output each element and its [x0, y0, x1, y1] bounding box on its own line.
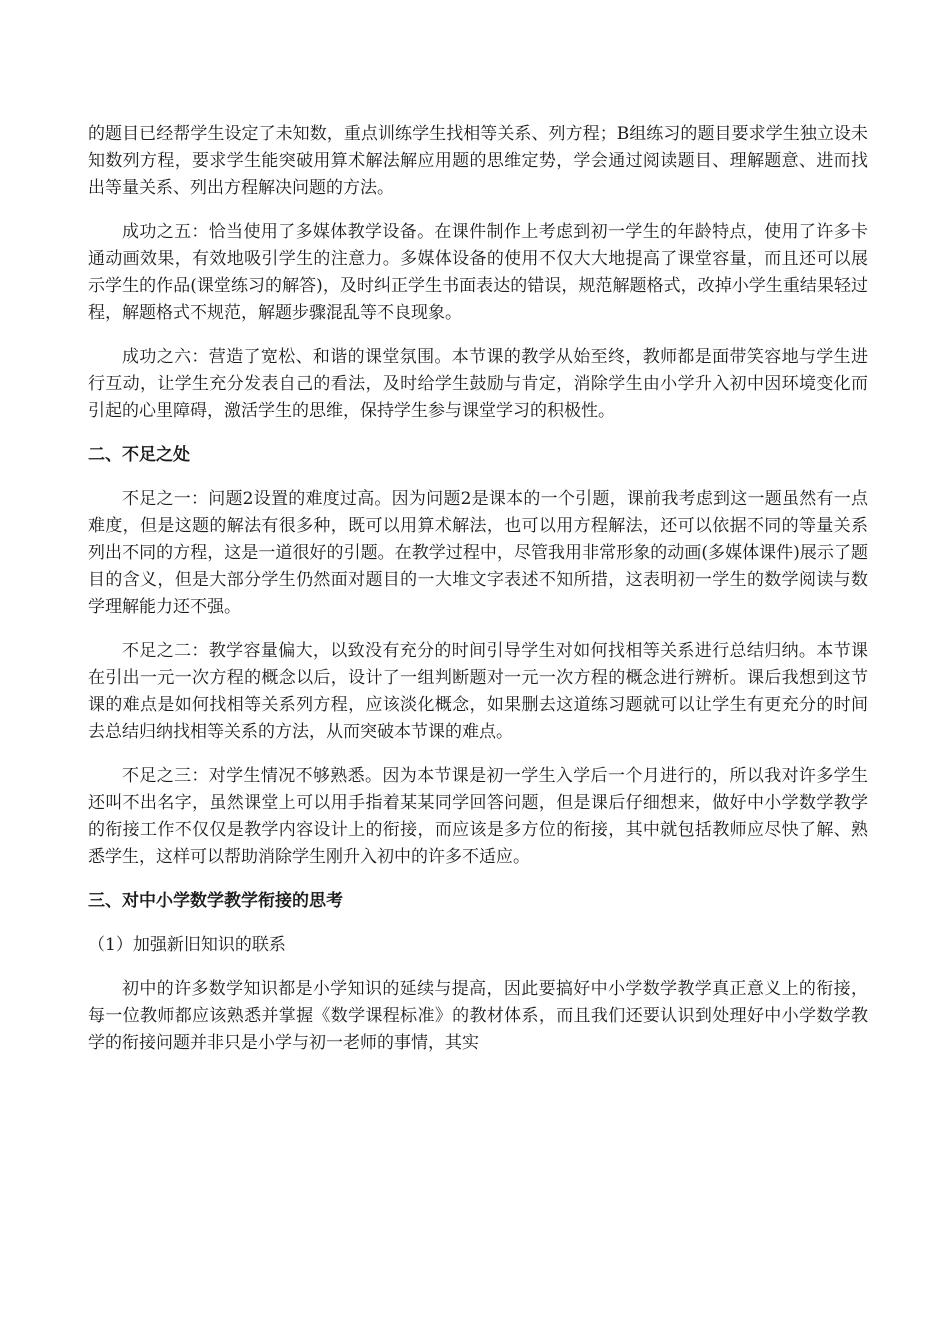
paragraph-success-6: 成功之六：营造了宽松、和谐的课堂氛围。本节课的教学从始至终，教师都是面带笑容地与学生进行互动，让学生充分发表自己的看法，及时给学生鼓励与肯定，消除学生由小学升入初中因环境变化而引起的心里障碍，激活学生的思维，保持学生参与课堂学习的积极性。	[88, 347, 868, 421]
section-heading-shortcomings: 二、不足之处	[88, 445, 190, 465]
subheading-knowledge-link: （1）加强新旧知识的联系	[88, 935, 286, 955]
paragraph-success-5: 成功之五：恰当使用了多媒体教学设备。在课件制作上考虑到初一学生的年龄特点，使用了许多卡通动画效果，有效地吸引学生的注意力。多媒体设备的使用不仅大大地提高了课堂容量，而且还可以展示学生的作品(课堂练习的解答)，及时纠正学生书面表达的错误，规范解题格式，改掉小学生重结果轻过程，解题格式不规范，解题步骤混乱等不良现象。	[88, 222, 868, 323]
paragraph-intro: 的题目已经帮学生设定了未知数，重点训练学生找相等关系、列方程；B组练习的题目要求学生独立设未知数列方程，要求学生能突破用算术解法解应用题的思维定势，学会通过阅读题目、理解题意、进而找出等量关系、列出方程解决问题的方法。	[88, 124, 868, 198]
document-page	[88, 121, 868, 1057]
paragraph-shortcoming-2: 不足之二：教学容量偏大，以致没有充分的时间引导学生对如何找相等关系进行总结归纳。本节课在引出一元一次方程的概念以后，设计了一组判断题对一元一次方程的概念进行辨析。课后我想到这节课的难点是如何找相等关系列方程，应该淡化概念，如果删去这道练习题就可以让学生有更充分的时间去总结归纳找相等关系的方法，从而突破本节课的难点。	[88, 641, 868, 742]
paragraph-final: 初中的许多数学知识都是小学知识的延续与提高，因此要搞好中小学数学教学真正意义上的衔接，每一位教师都应该熟悉并掌握《数学课程标准》的教材体系，而且我们还要认识到处理好中小学数学教学的衔接问题并非只是小学与初一老师的事情，其实	[88, 979, 868, 1053]
paragraph-shortcoming-3: 不足之三：对学生情况不够熟悉。因为本节课是初一学生入学后一个月进行的，所以我对许多学生还叫不出名字，虽然课堂上可以用手指着某某同学回答问题，但是课后仔细想来，做好中小学数学教学的衔接工作不仅仅是教学内容设计上的衔接，而应该是多方位的衔接，其中就包括教师应尽快了解、熟悉学生，这样可以帮助消除学生刚升入初中的许多不适应。	[88, 766, 868, 867]
paragraph-shortcoming-1: 不足之一：问题2设置的难度过高。因为问题2是课本的一个引题，课前我考虑到这一题虽然有一点难度，但是这题的解法有很多种，既可以用算术解法，也可以用方程解法，还可以依据不同的等量关系列出不同的方程，这是一道很好的引题。在教学过程中，尽管我用非常形象的动画(多媒体课件)展示了题目的含义，但是大部分学生仍然面对题目的一大堆文字表述不知所措，这表明初一学生的数学阅读与数学理解能力还不强。	[88, 489, 868, 617]
section-heading-thoughts: 三、对中小学数学教学衔接的思考	[88, 891, 343, 911]
